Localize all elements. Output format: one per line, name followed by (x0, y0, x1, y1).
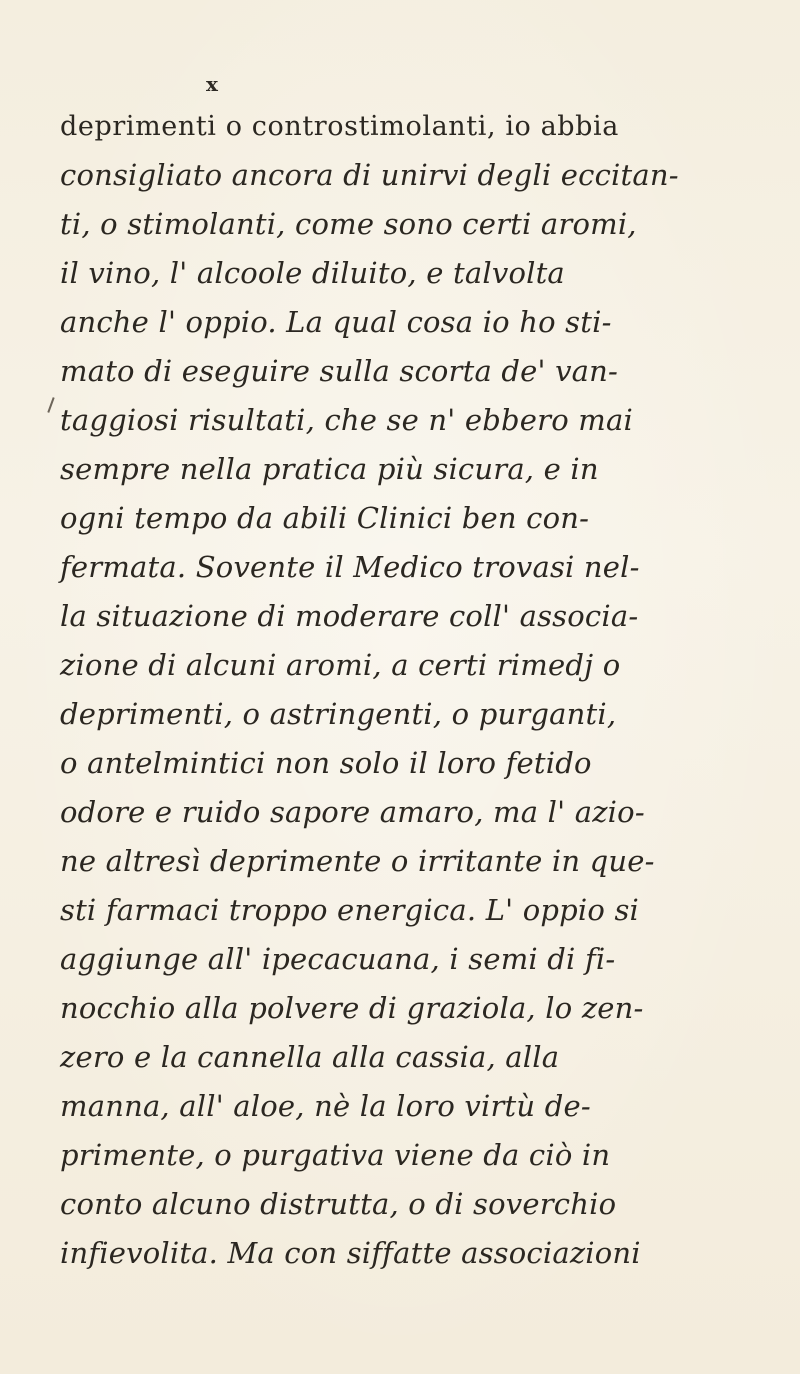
body-text (60, 102, 750, 1278)
text-line: zione di alcuni aromi, a certi rimedj o (60, 648, 621, 682)
text-line: deprimenti, o astringenti, o purganti, (60, 697, 617, 731)
text-line: manna, all' aloe, nè la loro virtù de- (60, 1089, 591, 1123)
text-line: la situazione di moderare coll' associa- (60, 599, 639, 633)
text-line: il vino, l' alcoole diluito, e talvolta (60, 256, 565, 290)
text-line: nocchio alla polvere di graziola, lo zen- (60, 991, 644, 1025)
text-line: ogni tempo da abili Clinici ben con- (60, 501, 590, 535)
text-line: zero e la cannella alla cassia, alla (60, 1040, 560, 1074)
text-line: deprimenti o controstimolanti, io abbia (60, 111, 619, 142)
text-line: consigliato ancora di unirvi degli eccitan- (60, 158, 679, 192)
text-line: anche l' oppio. La qual cosa io ho sti- (60, 305, 612, 339)
text-line: infievolita. Ma con siffatte associazioni (60, 1236, 641, 1270)
text-line: sempre nella pratica più sicura, e in (60, 452, 599, 486)
text-line: o antelmintici non solo il loro fetido (60, 746, 592, 780)
text-line: taggiosi risultati, che se n' ebbero mai (60, 403, 633, 437)
text-line: conto alcuno distrutta, o di soverchio (60, 1187, 617, 1221)
text-line: ne altresì deprimente o irritante in que- (60, 844, 655, 878)
text-line: aggiunge all' ipecacuana, i semi di fi- (60, 942, 616, 976)
text-line: mato di eseguire sulla scorta de' van- (60, 354, 619, 388)
page-marker: x (206, 72, 218, 96)
text-line: fermata. Sovente il Medico trovasi nel- (60, 550, 640, 584)
margin-mark (47, 397, 54, 413)
text-line: primente, o purgativa viene da ciò in (60, 1138, 611, 1172)
text-line: odore e ruido sapore amaro, ma l' azio- (60, 795, 645, 829)
text-line: ti, o stimolanti, come sono certi aromi, (60, 207, 637, 241)
text-line: sti farmaci troppo energica. L' oppio si (60, 893, 640, 927)
